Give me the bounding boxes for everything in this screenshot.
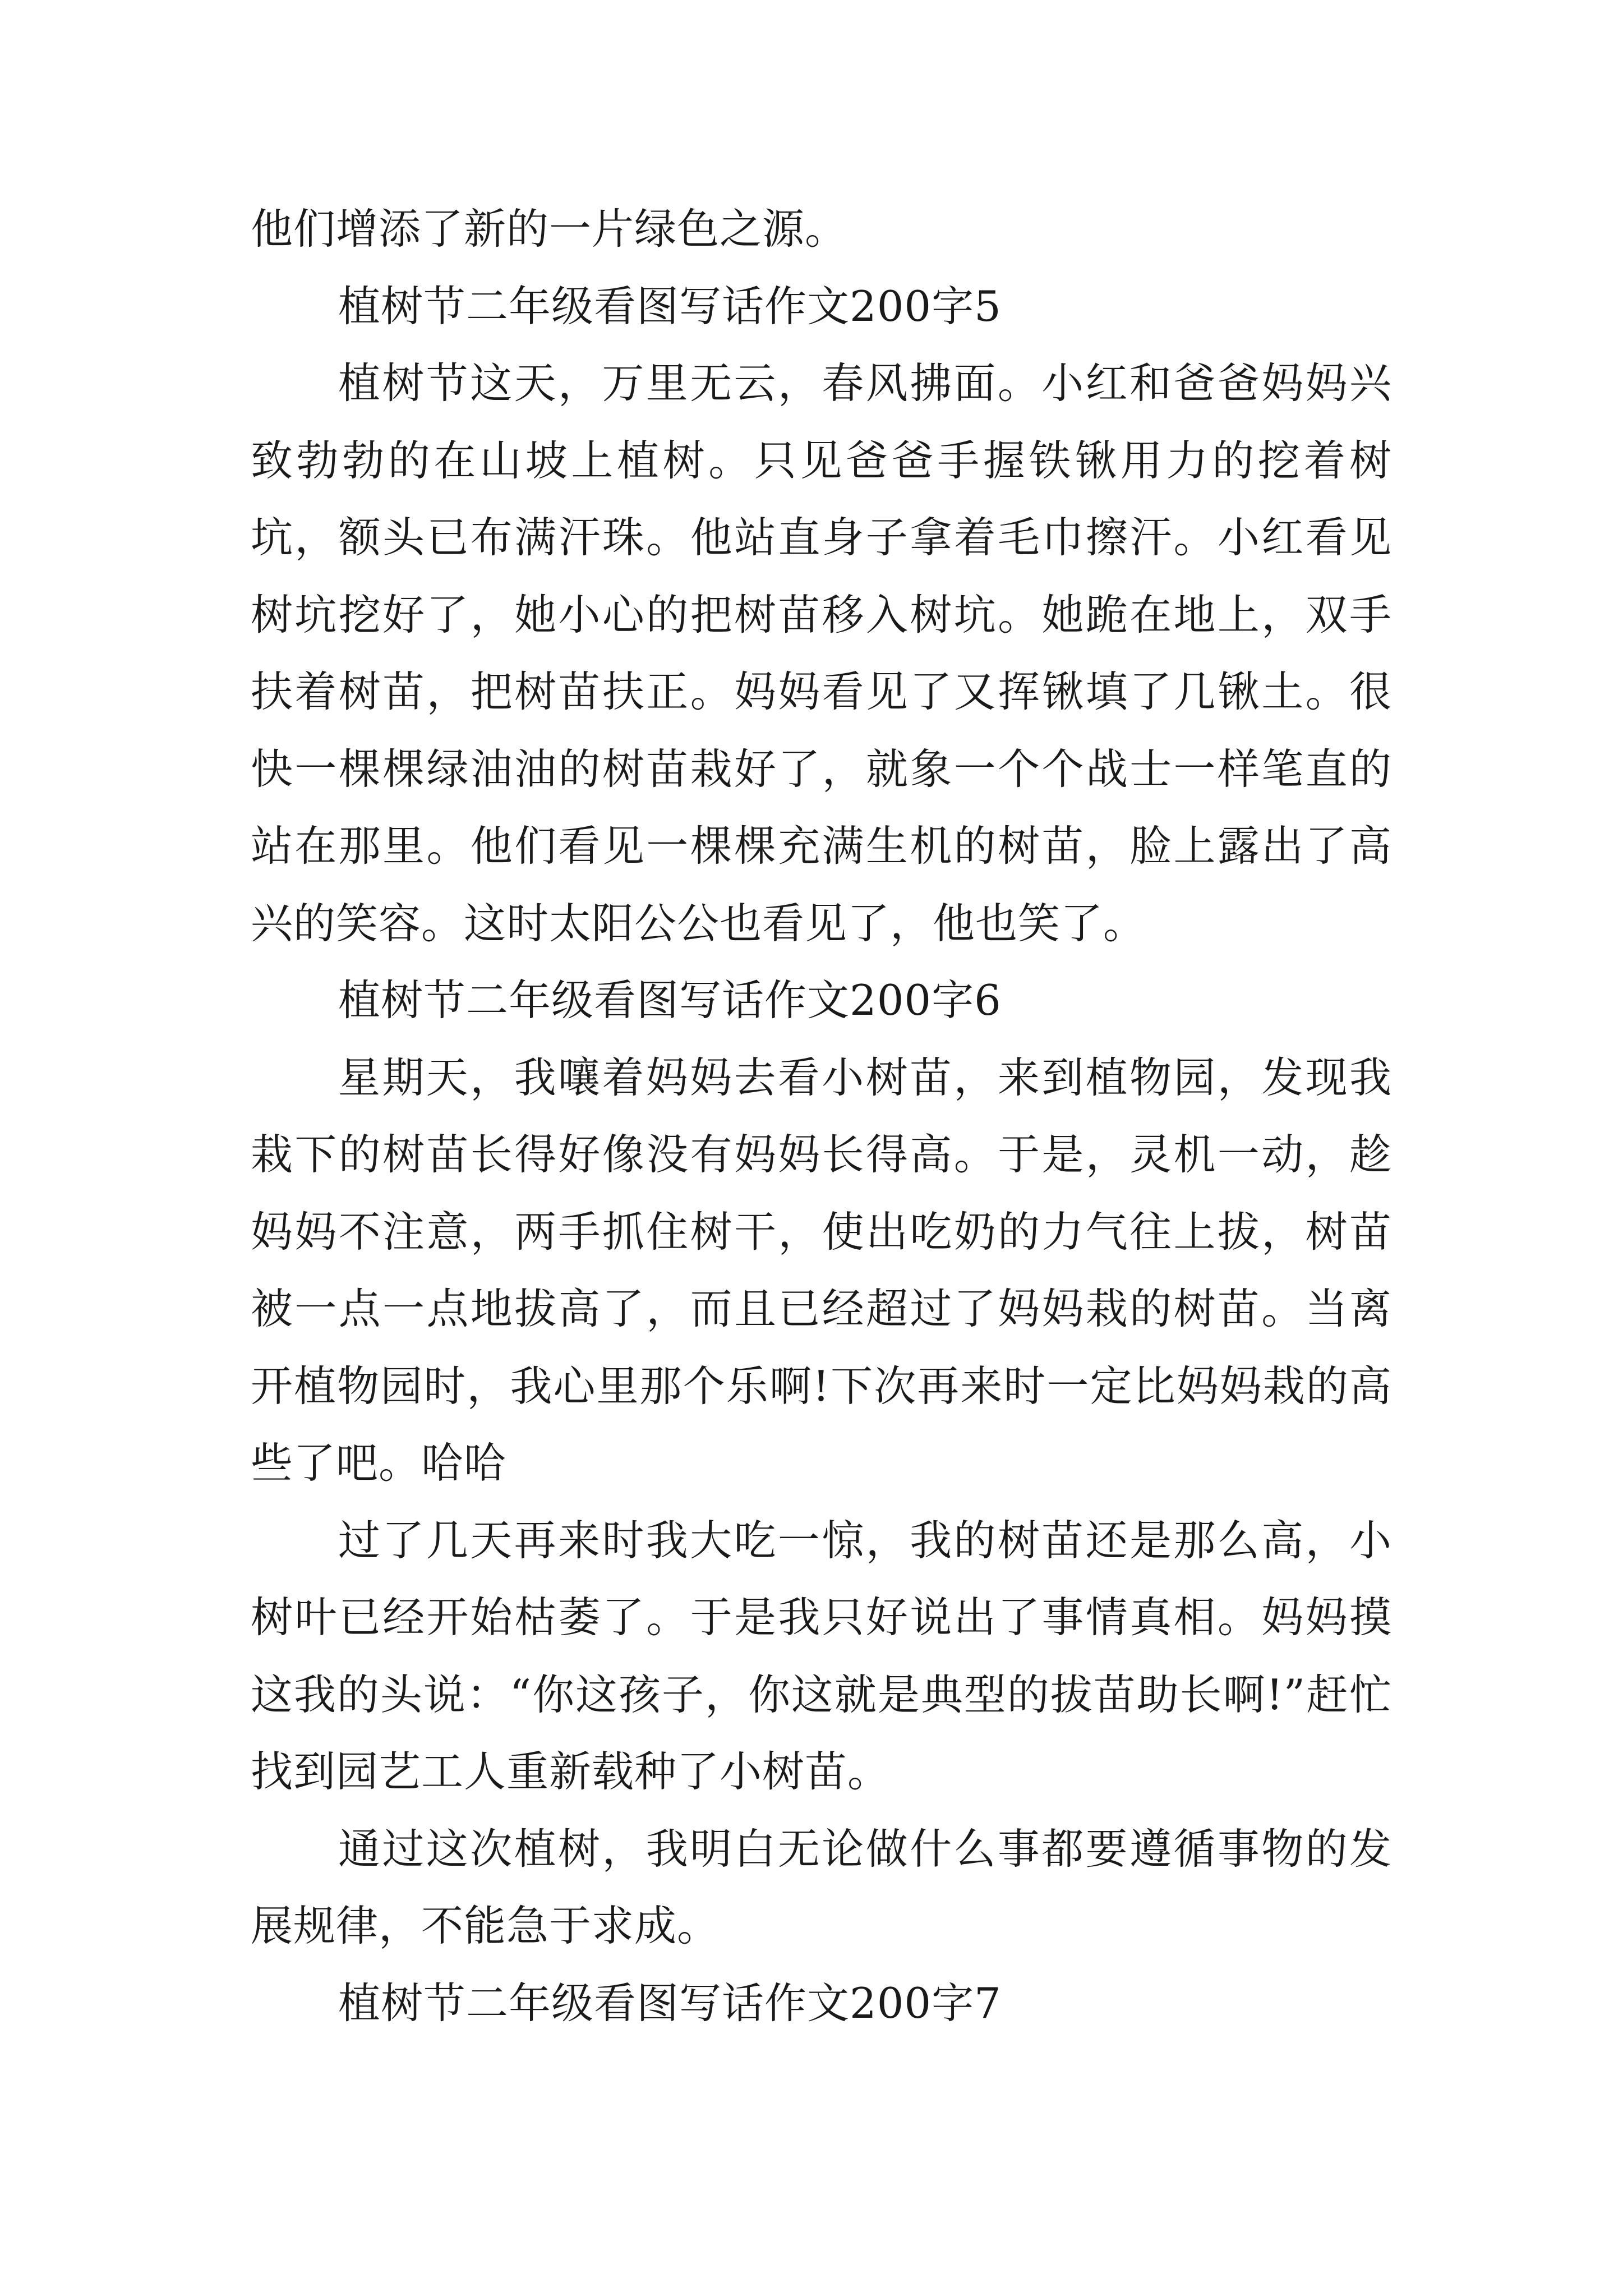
paragraph-essay-5: 植树节这天，万里无云，春风拂面。小红和爸爸妈妈兴致勃勃的在山坡上植树。只见爸爸手握铁锹用力的挖着树坑，额头已布满汗珠。他站直身子拿着毛巾擦汗。小红看见树坑挖好了，她小心的把树苗移入树坑。她跪在地上，双手扶着树苗，把树苗扶正。妈妈看见了又挥锹填了几锹土。很快一棵棵绿油油的树苗栽好了，就象一个个战士一样笔直的站在那里。他们看见一棵棵充满生机的树苗，脸上露出了高兴的笑容。这时太阳公公也看见了，他也笑了。 <box>251 358 1392 948</box>
paragraph-essay-6-part-3: 通过这次植树，我明白无论做什么事都要遵循事物的发展规律，不能急于求成。 <box>251 1824 1392 1950</box>
section-heading-6: 植树节二年级看图写话作文200字6 <box>338 976 1002 1025</box>
section-heading-7: 植树节二年级看图写话作文200字7 <box>338 1978 1002 2028</box>
section-heading-5: 植树节二年级看图写话作文200字5 <box>338 281 1002 331</box>
paragraph-continuation: 他们增添了新的一片绿色之源。 <box>251 204 848 254</box>
document-body <box>251 191 1392 2042</box>
paragraph-essay-6-part-2: 过了几天再来时我大吃一惊，我的树苗还是那么高，小树叶已经开始枯萎了。于是我只好说出了事情真相。妈妈摸这我的头说：“你这孩子，你这就是典型的拔苗助长啊!”赶忙找到园艺工人重新载种了小树苗。 <box>251 1515 1392 1796</box>
paragraph-essay-6-part-1: 星期天，我嚷着妈妈去看小树苗，来到植物园，发现我栽下的树苗长得好像没有妈妈长得高。于是，灵机一动，趁妈妈不注意，两手抓住树干，使出吃奶的力气往上拔，树苗被一点一点地拔高了，而且已经超过了妈妈栽的树苗。当离开植物园时，我心里那个乐啊!下次再来时一定比妈妈栽的高些了吧。哈哈 <box>251 1052 1392 1488</box>
